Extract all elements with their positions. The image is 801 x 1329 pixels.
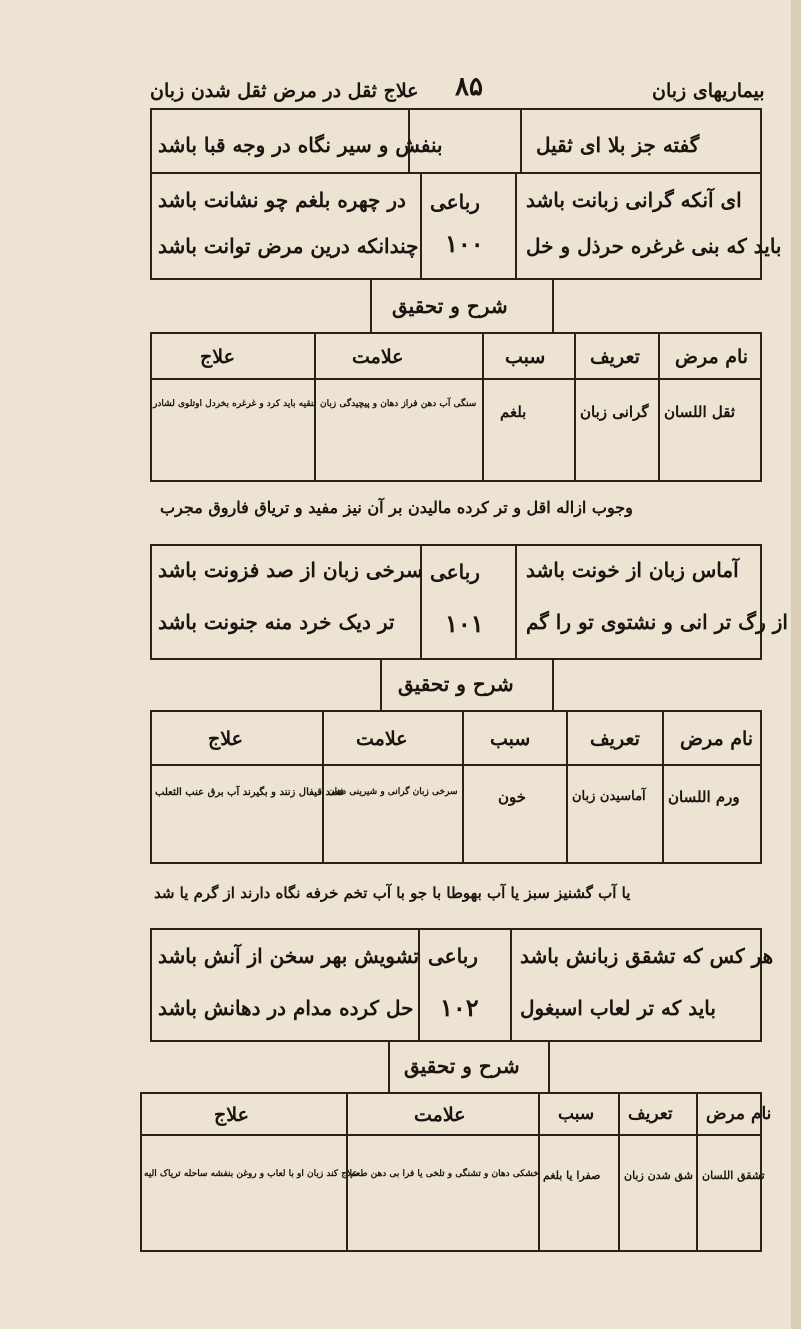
table-header-cause: سبب [505,346,546,368]
page-edge [791,0,801,1329]
cell-cause: خون [498,788,527,806]
cell-sign: سرخی زبان گرانی و شیرینی دهان [328,787,458,797]
quatrain-left-line-1: سرخی زبان از صد فزونت باشد [158,558,423,582]
right-running-title: بیماریهای زبان [652,80,765,102]
table-header-cause: سبب [490,728,531,750]
quatrain-left-line-2: چندانکه درین مرض توانت باشد [158,234,419,258]
table-header-disease: نام مرض [706,1104,772,1124]
commentary-label: شرح و تحقیق [398,672,514,696]
cell-disease: ثقل اللسان [664,403,736,421]
cell-treatment: تنقیه باید کرد و غرغره بخردل اوتلوی لشادر [153,399,317,409]
table-header-definition: تعریف [628,1104,673,1124]
table-header-sign: علامت [352,346,404,368]
quatrain-label: رباعی [428,944,478,968]
table-header-cause: سبب [558,1104,595,1124]
quatrain-left-line-1: در چهره بلغم چو نشانت باشد [158,188,406,212]
intro-right-text: گفته جز بلا ای ثقیل [536,133,700,157]
commentary-label: شرح و تحقیق [392,294,508,318]
left-running-title: علاج ثقل در مرض ثقل شدن زبان [150,80,419,102]
cell-treatment: فصد قیفال زنند و بگیرند آب برق عنب الثعلب [155,787,345,798]
quatrain-right-line-2: از رگ تر انی و نشتوی تو را گم [526,610,788,634]
quatrain-label: رباعی [430,190,480,214]
commentary-label: شرح و تحقیق [404,1054,520,1078]
cell-treatment: علاج کند زبان او با لعاب و روغن بنفشه ساحله تریاک الیه [144,1169,358,1179]
cell-disease: ورم اللسان [668,788,740,806]
cell-definition: شق شدن زبان [624,1169,693,1182]
page-number: ۸۵ [455,72,483,102]
cell-sign: خشکی دهان و تشنگی و تلخی یا فرا بی دهن طعم [350,1169,539,1179]
intro-left-text: بنفش و سیر نگاه در وجه قبا باشد [158,133,443,157]
quatrain-number: ۱۰۲ [440,993,479,1022]
table-header-treatment: علاج [208,728,243,750]
quatrain-right-line-1: هر کس که تشقق زبانش باشد [520,944,774,968]
footnote: یا آب گشنیز سبز یا آب بهوطا با جو با آب تخم خرفه نگاه دارند از گرم یا شد [154,884,631,902]
quatrain-number: ۱۰۱ [445,609,484,638]
cell-cause: بلغم [500,403,527,421]
quatrain-left-line-1: تشویش بهر سخن از آنش باشد [158,944,420,968]
table-header-disease: نام مرض [675,346,749,368]
cell-disease: تشقق اللسان [702,1169,765,1182]
footnote: وجوب ازاله اقل و تر کرده مالیدن بر آن نیز مفید و تریاق فاروق مجرب [160,498,633,517]
cell-definition: آماسیدن زبان [572,789,646,804]
table-header-disease: نام مرض [680,728,754,750]
cell-cause: صفرا یا بلغم [543,1169,601,1182]
quatrain-number: ۱۰۰ [445,229,484,258]
table-header-definition: تعریف [590,346,640,368]
quatrain-label: رباعی [430,560,480,584]
quatrain-right-line-1: آماس زبان از خونت باشد [526,558,739,582]
table-header-definition: تعریف [590,728,640,750]
cell-definition: گرانی زبان [580,403,649,421]
cell-sign: سنگی آب دهن فراز دهان و پیچیدگی زبان [320,399,477,409]
table-header-sign: علامت [356,728,408,750]
table-header-sign: علامت [414,1104,466,1126]
quatrain-left-line-2: تر دیک خرد منه جنونت باشد [158,610,395,634]
table-header-treatment: علاج [200,346,235,368]
quatrain-left-line-2: حل کرده مدام در دهانش باشد [158,996,414,1020]
table-header-treatment: علاج [214,1104,249,1126]
quatrain-right-line-2: باید که بنی غرغره حرذل و خل [526,234,782,258]
quatrain-right-line-2: باید که تر لعاب اسبغول [520,996,716,1020]
quatrain-right-line-1: ای آنکه گرانی زبانت باشد [526,188,742,212]
